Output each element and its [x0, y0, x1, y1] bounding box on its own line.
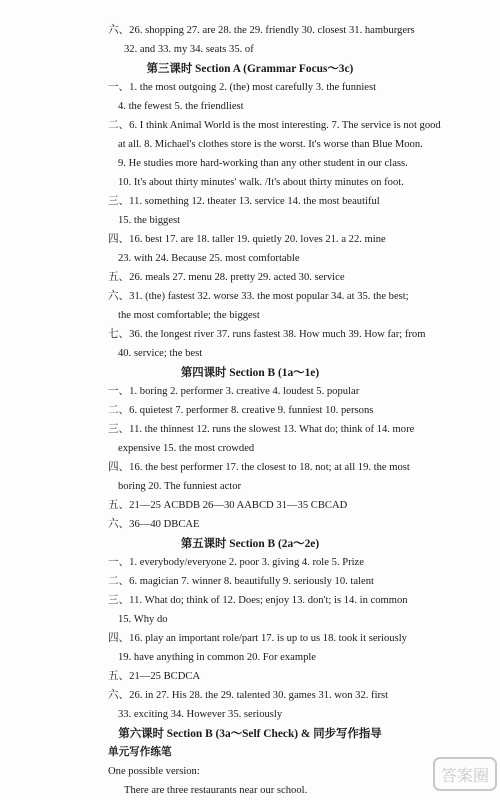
answer-line: 4. the fewest 5. the friendliest — [118, 101, 244, 112]
answer-line: 五、21—25 ACBDB 26—30 AABCD 31—35 CBCAD — [108, 500, 348, 511]
answer-line: 三、11. What do; think of 12. Does; enjoy 13. don't; is 14. in common — [108, 595, 408, 606]
answer-line: 六、31. (the) fastest 32. worse 33. the most popular 34. at 35. the best; — [108, 291, 409, 302]
answer-line: 15. Why do — [118, 614, 168, 625]
answer-line: 10. It's about thirty minutes' walk. /It's about thirty minutes on foot. — [118, 177, 404, 188]
answer-line: 二、6. I think Animal World is the most interesting. 7. The service is not good — [108, 120, 441, 131]
answer-line: 9. He studies more hard-working than any other student in our class. — [118, 158, 408, 169]
answer-line: 33. exciting 34. However 35. seriously — [118, 709, 283, 720]
answer-line: 六、36—40 DBCAE — [108, 519, 200, 530]
answer-line: 七、36. the longest river 37. runs fastest 38. How much 39. How far; from — [108, 329, 426, 340]
section-heading: 第五课时 Section B (2a～2e) — [180, 538, 320, 550]
answer-line: There are three restaurants near our school. — [124, 785, 308, 796]
watermark-logo — [430, 748, 500, 800]
answer-line: One possible version: — [108, 766, 200, 777]
answer-line: 23. with 24. Because 25. most comfortable — [118, 253, 300, 264]
answer-line: 五、21—25 BCDCA — [108, 671, 201, 682]
answer-line: 32. and 33. my 34. seats 35. of — [124, 44, 254, 55]
answer-line: 单元写作练笔 — [108, 747, 172, 758]
answer-line: 40. service; the best — [118, 348, 203, 359]
section-heading: 第六课时 Section B (3a～Self Check) & 同步写作指导 — [118, 728, 382, 740]
section-heading: 第三课时 Section A (Grammar Focus～3c) — [146, 63, 354, 75]
answer-line: 五、26. meals 27. menu 28. pretty 29. acted 30. service — [108, 272, 345, 283]
answer-line: 一、1. boring 2. performer 3. creative 4. loudest 5. popular — [108, 386, 360, 397]
svg-text:答案圈: 答案圈 — [440, 766, 490, 785]
answer-line: the most comfortable; the biggest — [118, 310, 260, 321]
answer-line: 15. the biggest — [118, 215, 181, 226]
answer-line: 四、16. the best performer 17. the closest to 18. not; at all 19. the most — [108, 462, 410, 473]
answer-line: 三、11. the thinnest 12. runs the slowest 13. What do; think of 14. more — [108, 424, 415, 435]
answer-line: 六、26. shopping 27. are 28. the 29. friendly 30. closest 31. hamburgers — [108, 25, 415, 36]
answer-line: 六、26. in 27. His 28. the 29. talented 30. games 31. won 32. first — [108, 690, 389, 701]
answer-line: 四、16. play an important role/part 17. is up to us 18. took it seriously — [108, 633, 407, 644]
answer-line: 一、1. everybody/everyone 2. poor 3. giving 4. role 5. Prize — [108, 557, 364, 568]
answer-line: boring 20. The funniest actor — [118, 481, 242, 492]
answer-line: 二、6. quietest 7. performer 8. creative 9. funniest 10. persons — [108, 405, 374, 416]
answer-line: 三、11. something 12. theater 13. service 14. the most beautiful — [108, 196, 380, 207]
answer-line: at all. 8. Michael's clothes store is the worst. It's worse than Blue Moon. — [118, 139, 423, 150]
answer-line: 二、6. magician 7. winner 8. beautifully 9. seriously 10. talent — [108, 576, 374, 587]
section-heading: 第四课时 Section B (1a～1e) — [180, 367, 320, 379]
answer-line: expensive 15. the most crowded — [118, 443, 255, 454]
answer-line: 四、16. best 17. are 18. taller 19. quietly 20. loves 21. a 22. mine — [108, 234, 386, 245]
answer-line: 19. have anything in common 20. For example — [118, 652, 317, 663]
answer-line: 一、1. the most outgoing 2. (the) most carefully 3. the funniest — [108, 82, 377, 93]
